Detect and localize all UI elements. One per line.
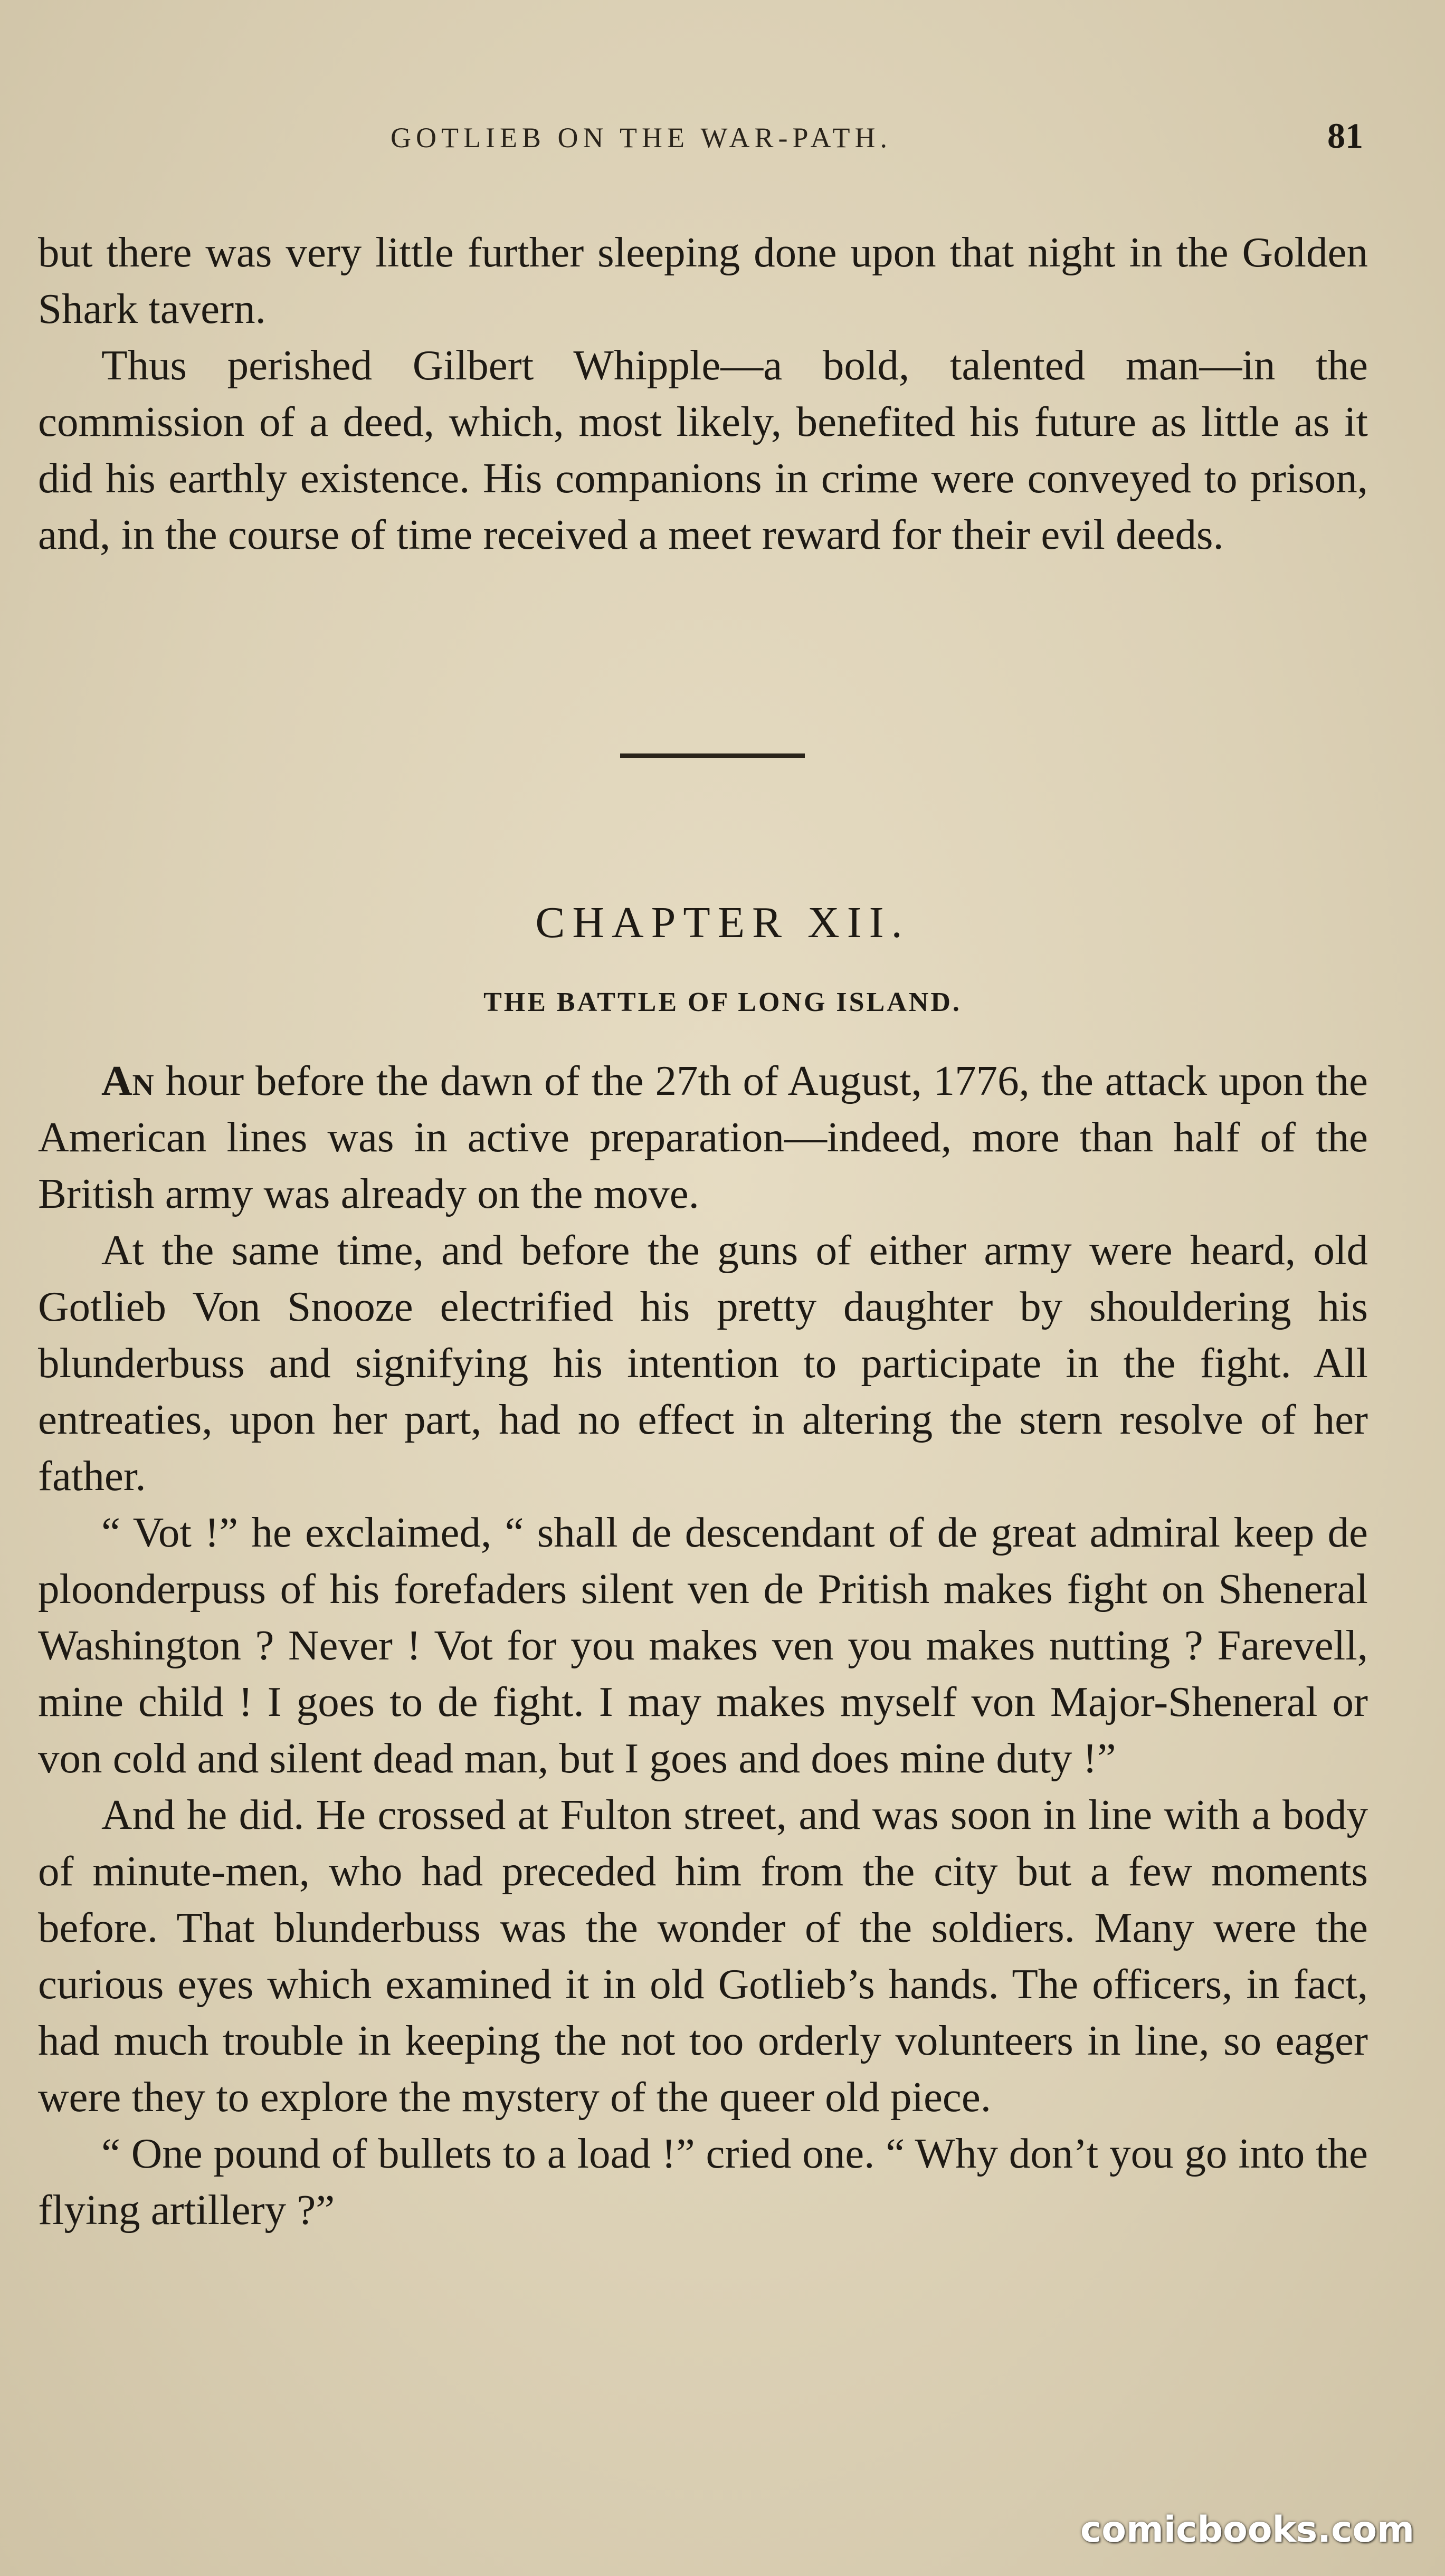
running-head — [0, 116, 1445, 164]
paragraph: And he did. He crossed at Fulton street, and was soon in line with a body of minute-men, who had preceded him from the city but a few moments before. That blunderbuss was the wonder of the soldiers. Many were the curious eyes which examined it in old Gotlieb’s hands. The officers, in fact, had much trouble in keeping the not too orderly volunteers in line, so eager were they to explore the mystery of the queer old piece. — [38, 1791, 1368, 2121]
paragraph: “ Vot !” he exclaimed, “ shall de descendant of de great admiral keep de ploonderpuss of his forefaders silent ven de Pritish makes fight on Sheneral Washington ? Never ! Vot for you makes ven you makes nutting ? Farevell, mine child ! I goes to de fight. I may makes myself von Major-Sheneral or von cold and silent dead man, but I goes and does mine duty !” — [38, 1509, 1368, 1782]
lead-word: An — [101, 1057, 154, 1104]
opening-paragraph — [38, 1053, 1368, 1222]
chapter-heading: CHAPTER XII. — [535, 898, 910, 947]
paragraph: but there was very little further sleeping done upon that night in the Golden Shark tavern. — [38, 228, 1368, 332]
watermark: comicbooks.com — [1080, 2509, 1414, 2551]
running-title: GOTLIEB ON THE WAR-PATH. — [391, 122, 892, 154]
opening-paragraph-text: hour before the dawn of the 27th of August, 1776, the attack upon the American lines was in active preparation—indeed, more than half of the British army was already on the move. — [38, 1057, 1368, 1217]
previous-chapter-ending — [38, 224, 1368, 563]
paragraph: Thus perished Gilbert Whipple—a bold, talented man—in the commission of a deed, which, most likely, benefited his future as little as it did his earthly existence. His companions in crime were conveyed to prison, and, in the course of time received a meet reward for their evil deeds. — [38, 341, 1368, 558]
section-divider — [620, 753, 805, 758]
chapter-subtitle: THE BATTLE OF LONG ISLAND. — [483, 987, 962, 1017]
paragraph: At the same time, and before the guns of either army were heard, old Gotlieb Von Snooze electrified his pretty daughter by shouldering his blunderbuss and signifying his intention to participate in the fight. All entreaties, upon her part, had no effect in altering the stern resolve of her father. — [38, 1226, 1368, 1500]
paragraph: “ One pound of bullets to a load !” cried one. “ Why don’t you go into the flying artillery ?” — [38, 2130, 1368, 2234]
page-number: 81 — [1327, 116, 1363, 156]
chapter-body — [38, 1053, 1368, 2238]
